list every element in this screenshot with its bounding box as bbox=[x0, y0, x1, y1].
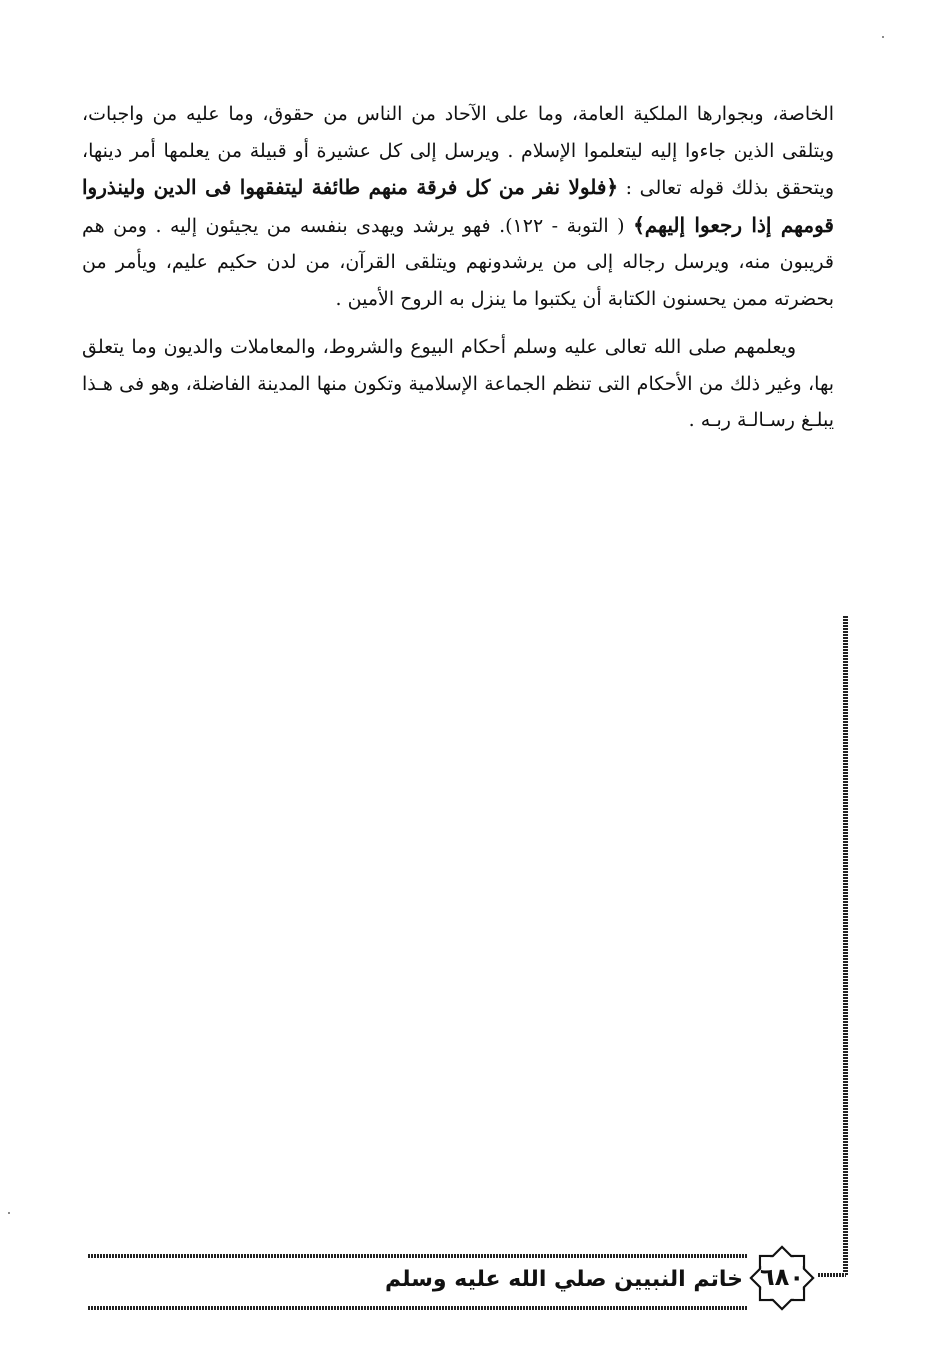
footer-rule-top bbox=[88, 1254, 748, 1258]
paragraph-1-intro: الخاصة، وبجوارها الملكية العامة، وما على الآحاد من الناس من حقوق، وما عليه من واجبات، ويتلقى الذين جاءوا إليه ليتعلموا الإسلام . ويرسل إلى كل عشيرة أو قبيلة من يعلمها أمر دينها، ويتحقق بذلك قوله تعالى : bbox=[82, 103, 834, 199]
footer-rule-bottom bbox=[88, 1306, 748, 1310]
footer-rule-connector bbox=[818, 1273, 846, 1277]
decorative-vertical-rule bbox=[843, 616, 848, 1276]
paragraph-2: ويعلمهم صلى الله تعالى عليه وسلم أحكام البيوع والشروط، والمعاملات والديون وما يتعلق بها، وغير ذلك من الأحكام التى تنظم الجماعة الإسلامية وتكون منها المدينة الفاضلة، وهو فى هـذا يبلـغ رسـالـة ربـه . bbox=[82, 336, 834, 431]
main-text bbox=[82, 96, 834, 439]
paragraph-1-rest: فهو يرشد ويهدى بنفسه من يجيئون إليه . ومن هم قريبون منه، ويرسل رجاله إلى من يرشدونهم ويتلقى القرآن، من لدن حكيم عليم، ويأمر من بحضرته ممن يحسنون الكتابة أن يكتبوا ما ينزل به الروح الأمين . bbox=[82, 214, 834, 310]
verse-reference: ( التوبة - ١٢٢). bbox=[490, 214, 634, 237]
scan-speck bbox=[882, 36, 884, 38]
scan-speck bbox=[8, 1212, 10, 1214]
quran-verse: ﴿فلولا نفر من كل فرقة منهم طائفة ليتفقهوا فى الدين ولينذروا قومهم إذا رجعوا إليهم﴾ bbox=[82, 175, 834, 237]
page-number: ٦٨٠ bbox=[760, 1263, 804, 1291]
footer-book-title: خاتم النبيين صلي الله عليه وسلم bbox=[385, 1267, 743, 1292]
paragraph-1 bbox=[82, 96, 834, 317]
